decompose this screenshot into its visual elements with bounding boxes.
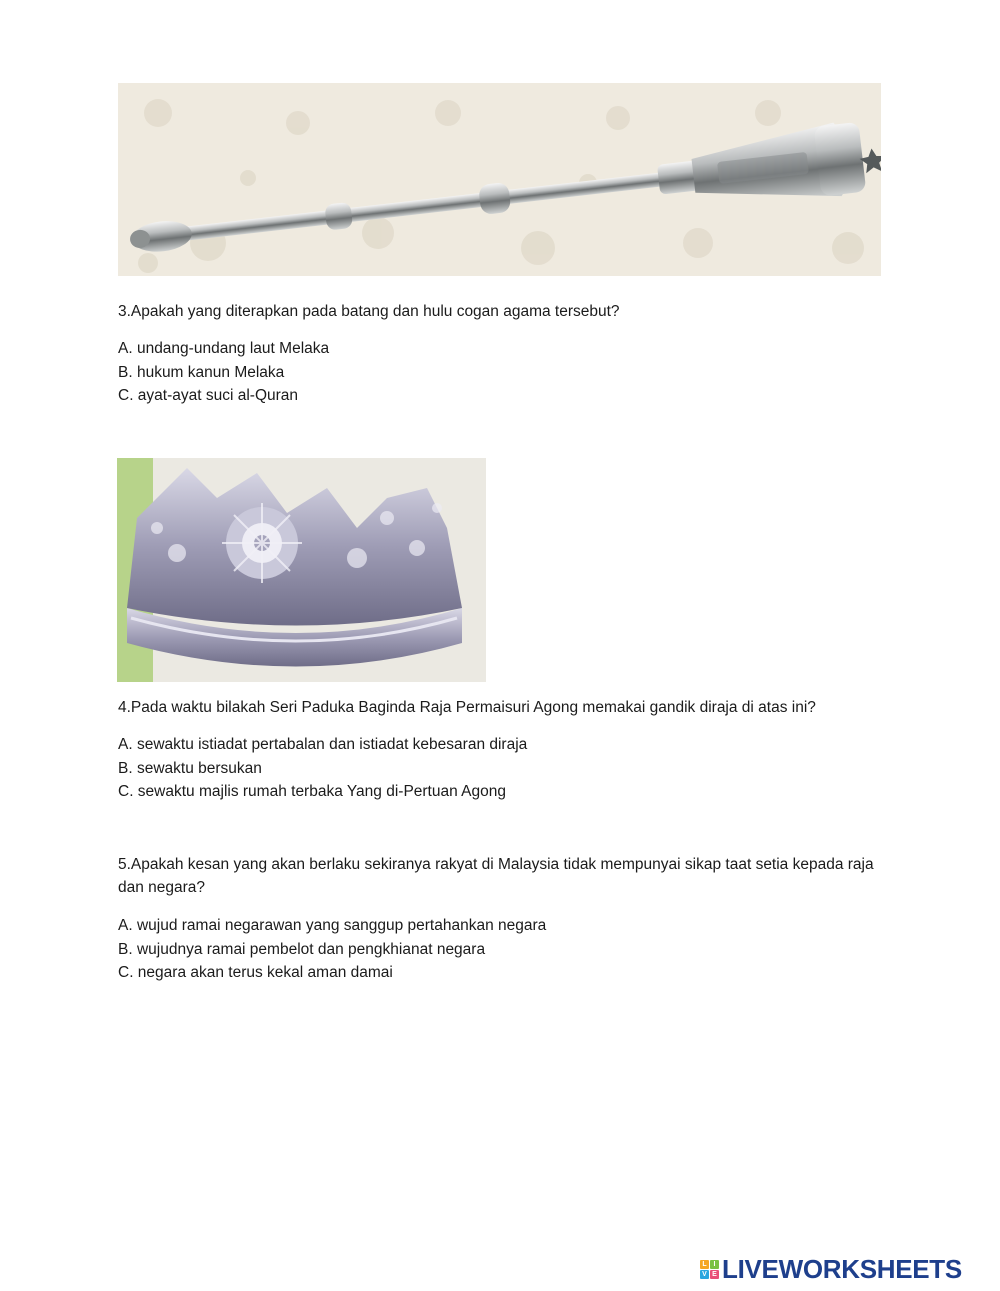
option-a[interactable]: A. sewaktu istiadat pertabalan dan istiadat kebesaran diraja — [118, 736, 528, 753]
option-c[interactable]: C. negara akan terus kekal aman damai — [118, 964, 393, 981]
crown-image — [117, 458, 486, 682]
logo-letter: L — [700, 1260, 709, 1269]
liveworksheets-brand[interactable] — [700, 1253, 962, 1285]
logo-letter: I — [710, 1260, 719, 1269]
question-5-text: 5.Apakah kesan yang akan berlaku sekiranya rakyat di Malaysia tidak mempunyai sikap taat setia kepada raja dan negara? — [118, 856, 874, 896]
liveworksheets-logo-icon — [700, 1260, 719, 1279]
option-a[interactable]: A. undang-undang laut Melaka — [118, 340, 330, 357]
logo-letter: E — [710, 1270, 719, 1279]
brand-name: LIVEWORKSHEETS — [722, 1253, 962, 1284]
question-3-text: 3.Apakah yang diterapkan pada batang dan hulu cogan agama tersebut? — [118, 303, 620, 320]
logo-letter: V — [700, 1270, 709, 1279]
question-4-options — [118, 733, 527, 804]
option-b[interactable]: B. wujudnya ramai pembelot dan pengkhianat negara — [118, 940, 486, 958]
option-b[interactable]: B. hukum kanun Melaka — [118, 363, 285, 381]
question-3-options — [118, 337, 329, 408]
option-c[interactable]: C. sewaktu majlis rumah terbaka Yang di-Pertuan Agong — [118, 783, 506, 800]
option-c[interactable]: C. ayat-ayat suci al-Quran — [118, 387, 299, 404]
scepter-image — [118, 83, 881, 276]
question-5-options — [118, 914, 546, 985]
option-b[interactable]: B. sewaktu bersukan — [118, 759, 262, 777]
question-4-text: 4.Pada waktu bilakah Seri Paduka Baginda Raja Permaisuri Agong memakai gandik diraja di atas ini? — [118, 699, 816, 716]
option-a[interactable]: A. wujud ramai negarawan yang sanggup pertahankan negara — [118, 917, 547, 934]
